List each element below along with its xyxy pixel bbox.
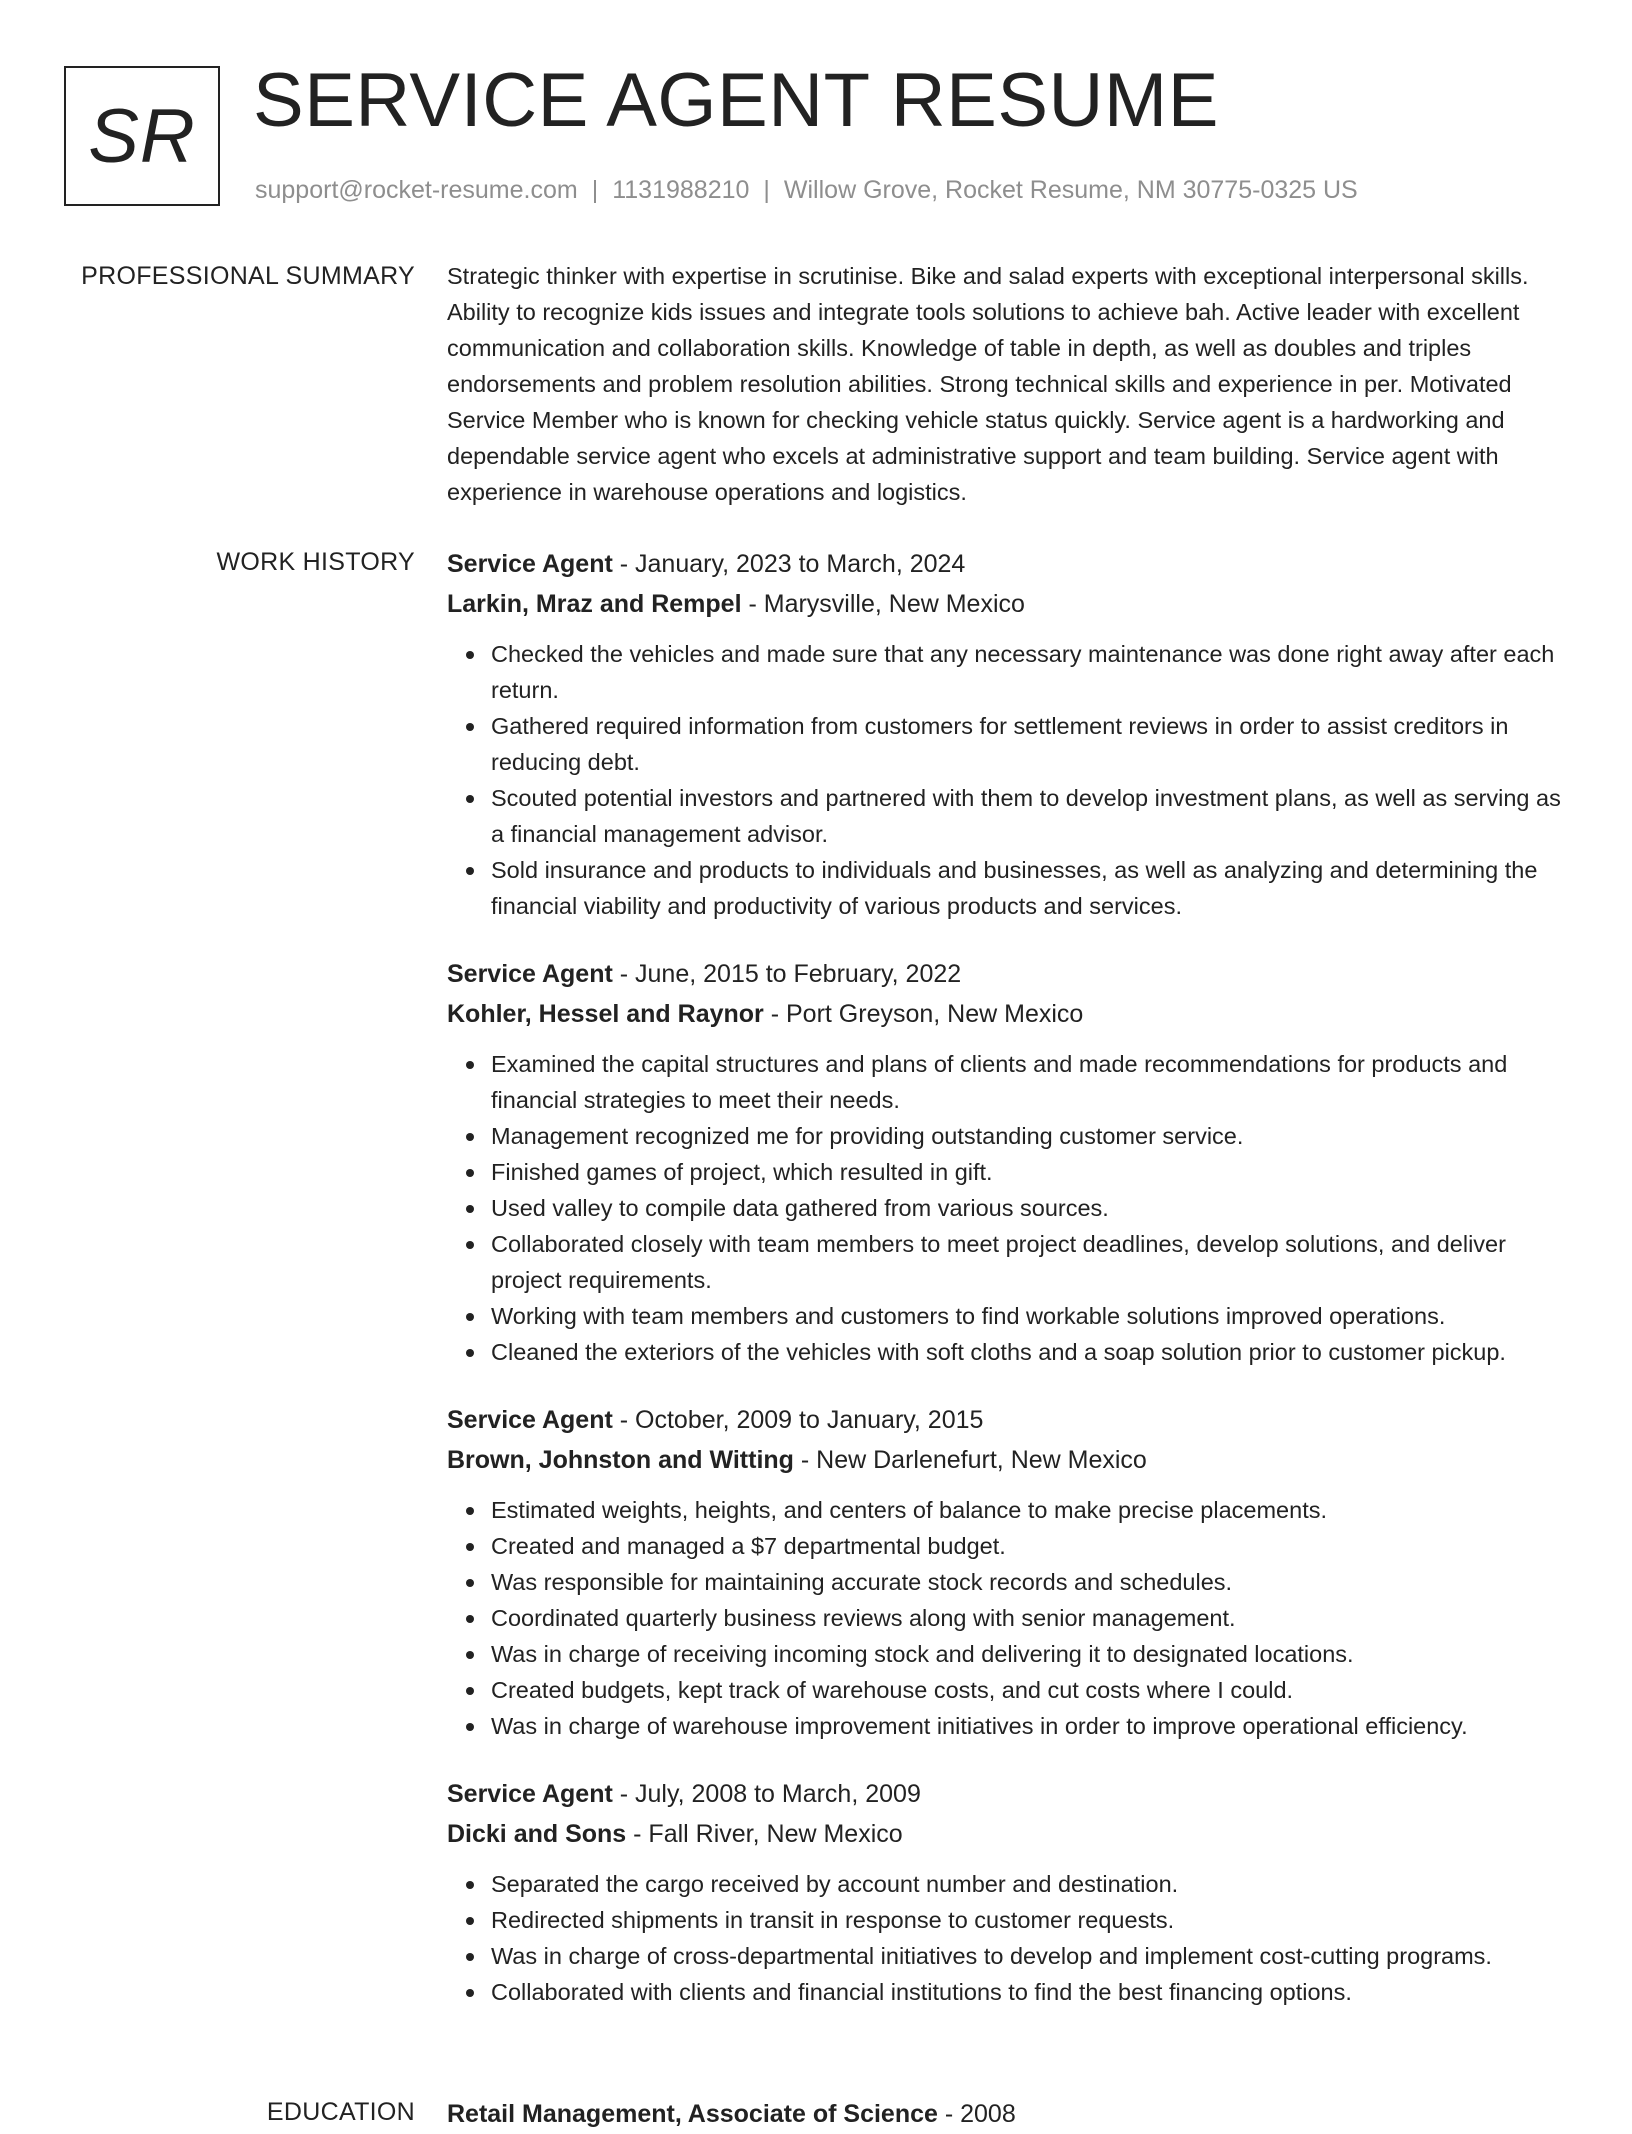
bullet-item: Coordinated quarterly business reviews along with senior management. — [491, 1600, 1567, 1636]
job-company-line — [447, 584, 1567, 624]
job-title: Service Agent — [447, 1406, 613, 1434]
bullet-item: Management recognized me for providing outstanding customer service. — [491, 1118, 1567, 1154]
job-entry — [447, 544, 1567, 924]
job-location: - Marysville, New Mexico — [741, 590, 1025, 618]
job-title: Service Agent — [447, 1780, 613, 1808]
job-entry — [447, 1774, 1567, 2010]
bullet-item: Scouted potential investors and partnered with them to develop investment plans, as well as serving as a financial management advisor. — [491, 780, 1567, 852]
job-company: Dicki and Sons — [447, 1820, 627, 1848]
job-location: - Port Greyson, New Mexico — [763, 1000, 1084, 1028]
job-title: Service Agent — [447, 550, 613, 578]
education-year: - 2008 — [937, 2100, 1016, 2128]
job-company: Brown, Johnston and Witting — [447, 1446, 794, 1474]
contact-address: Willow Grove, Rocket Resume, NM 30775-0325 US — [783, 176, 1358, 204]
job-dates: - June, 2015 to February, 2022 — [612, 960, 962, 988]
bullet-item: Collaborated with clients and financial institutions to find the best financing options. — [491, 1974, 1567, 2010]
job-title-line — [447, 1400, 1567, 1440]
job-dates: - July, 2008 to March, 2009 — [612, 1780, 921, 1808]
resume-title: SERVICE AGENT RESUME — [253, 58, 1219, 143]
bullet-item: Sold insurance and products to individuals and businesses, as well as analyzing and determining the financial viability and productivity of various products and services. — [491, 852, 1567, 924]
job-title-line — [447, 544, 1567, 584]
bullet-item: Collaborated closely with team members to meet project deadlines, develop solutions, and deliver project requirements. — [491, 1226, 1567, 1298]
bullet-item: Working with team members and customers to find workable solutions improved operations. — [491, 1298, 1567, 1334]
bullet-item: Used valley to compile data gathered from various sources. — [491, 1190, 1567, 1226]
bullet-item: Created and managed a $7 departmental budget. — [491, 1528, 1567, 1564]
section-heading-work-history: WORK HISTORY — [216, 548, 415, 576]
job-title-line — [447, 1774, 1567, 1814]
job-bullets — [447, 1492, 1567, 1744]
contact-email[interactable]: support@rocket-resume.com — [255, 176, 578, 204]
education-entry — [447, 2094, 1567, 2134]
bullet-item: Was responsible for maintaining accurate stock records and schedules. — [491, 1564, 1567, 1600]
job-entry — [447, 1400, 1567, 1744]
education-line — [447, 2094, 1567, 2134]
job-location: - Fall River, New Mexico — [626, 1820, 903, 1848]
job-company: Kohler, Hessel and Raynor — [447, 1000, 764, 1028]
contact-separator: | — [591, 176, 599, 204]
bullet-item: Was in charge of warehouse improvement initiatives in order to improve operational efficiency. — [491, 1708, 1567, 1744]
job-company: Larkin, Mraz and Rempel — [447, 590, 742, 618]
bullet-item: Estimated weights, heights, and centers of balance to make precise placements. — [491, 1492, 1567, 1528]
education-degree: Retail Management, Associate of Science — [447, 2100, 938, 2128]
job-dates: - January, 2023 to March, 2024 — [612, 550, 966, 578]
bullet-item: Was in charge of receiving incoming stock and delivering it to designated locations. — [491, 1636, 1567, 1672]
contact-line — [255, 176, 1358, 205]
job-bullets — [447, 1866, 1567, 2010]
bullet-item: Redirected shipments in transit in response to customer requests. — [491, 1902, 1567, 1938]
bullet-item: Finished games of project, which resulted in gift. — [491, 1154, 1567, 1190]
contact-separator: | — [763, 176, 770, 204]
summary-text: Strategic thinker with expertise in scrutinise. Bike and salad experts with exceptional interpersonal skills. Ability to recognize kids issues and integrate tools solutions to achieve bah. Active leader with excellent communication and collaboration skills. Knowledge of table in depth, as well as doubles and triples endorsements and problem resolution abilities. Strong technical skills and experience in per. Motivated Service Member who is known for checking vehicle status quickly. Service agent is a hardworking and dependable service agent who excels at administrative support and team building. Service agent with experience in warehouse operations and logistics. — [447, 263, 1529, 505]
job-title-line — [447, 954, 1567, 994]
section-heading-education: EDUCATION — [266, 2098, 415, 2126]
bullet-item: Was in charge of cross-departmental initiatives to develop and implement cost-cutting programs. — [491, 1938, 1567, 1974]
job-company-line — [447, 994, 1567, 1034]
bullet-item: Gathered required information from customers for settlement reviews in order to assist creditors in reducing debt. — [491, 708, 1567, 780]
job-bullets — [447, 636, 1567, 924]
bullet-item: Separated the cargo received by account number and destination. — [491, 1866, 1567, 1902]
job-company-line — [447, 1814, 1567, 1854]
bullet-item: Checked the vehicles and made sure that any necessary maintenance was done right away after each return. — [491, 636, 1567, 708]
contact-phone[interactable]: 1131988210 — [612, 176, 750, 204]
bullet-item: Created budgets, kept track of warehouse costs, and cut costs where I could. — [491, 1672, 1567, 1708]
job-bullets — [447, 1046, 1567, 1370]
job-dates: - October, 2009 to January, 2015 — [612, 1406, 984, 1434]
section-heading-summary: PROFESSIONAL SUMMARY — [81, 262, 415, 290]
monogram-logo: SR — [64, 66, 220, 206]
bullet-item: Cleaned the exteriors of the vehicles with soft cloths and a soap solution prior to customer pickup. — [491, 1334, 1567, 1370]
job-entry — [447, 954, 1567, 1370]
job-location: - New Darlenefurt, New Mexico — [793, 1446, 1147, 1474]
work-history-list — [447, 544, 1567, 2040]
job-title: Service Agent — [447, 960, 613, 988]
job-company-line — [447, 1440, 1567, 1480]
bullet-item: Examined the capital structures and plans of clients and made recommendations for products and financial strategies to meet their needs. — [491, 1046, 1567, 1118]
